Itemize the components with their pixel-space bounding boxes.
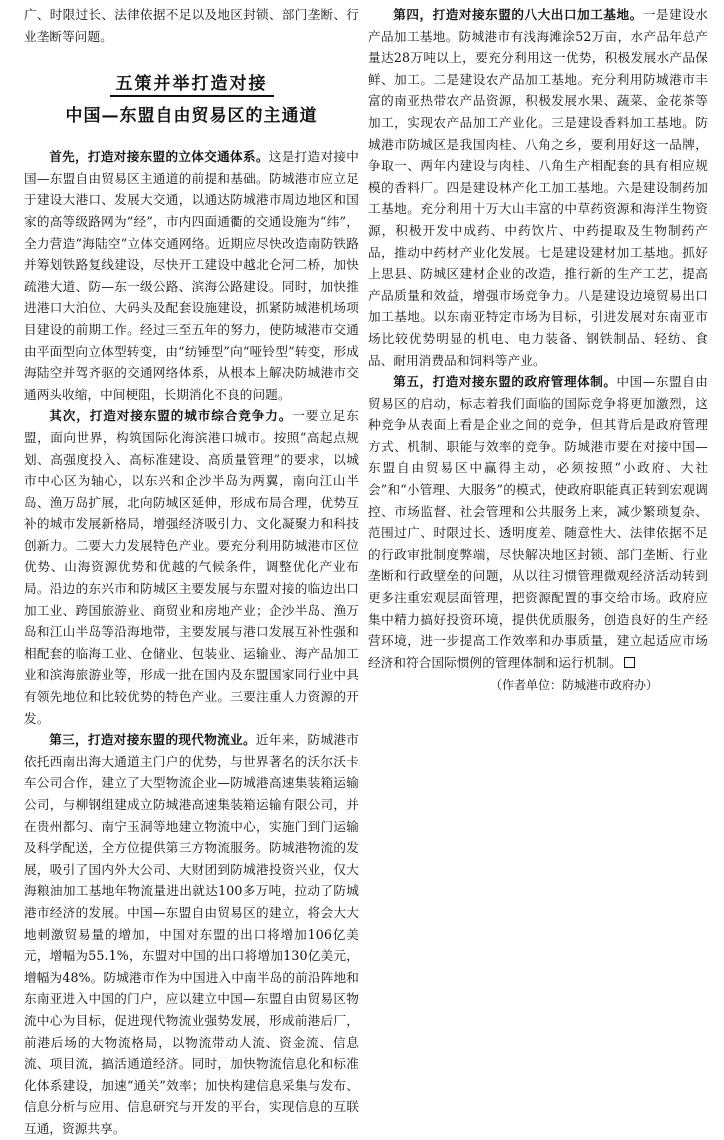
paragraph-first (24, 146, 359, 405)
author-affiliation: （作者单位：防城港市政府办） (489, 678, 658, 693)
end-mark-icon (624, 657, 635, 668)
paragraph-second (24, 405, 359, 729)
paragraph-fifth-lead: 第五，打造对接东盟的政府管理体制。 (393, 374, 617, 390)
section-title-line1: 五策并举打造对接 (110, 69, 274, 97)
paragraph-second-body: 一要立足东盟，面向世界，构筑国际化海滨港口城市。按照“高起点规划、高强度投入、高标准建设、高质量管理”的要求，以城市中心区为轴心，以东兴和企沙半岛为两翼，南向江山半岛、渔万岛扩展，北向防城区延伸，形成布局合理，优势互补的城市发展新格局，增强经济吸引力、文化凝聚力和科技创新力。二要大力发展特色产业。要充分利用防城港市区位优势、山海资源优势和优越的气候条件，调整优化产业布局。沿边的东兴市和防城区主要发展与东盟对接的临边出口加工业、跨国旅游业、商贸业和房地产业；企沙半岛、渔万岛和江山半岛等沿海地带，主要发展与港口发展互补性强和相配套的临海工业、仓储业、包装业、运输业、海产品加工业和滨海旅游业等，形成一批在国内及东盟国家同行业中具有领先地位和比较优势的特色产业。三要注重人力资源的开发。 (24, 408, 359, 726)
carryover-paragraph: 广、时限过长、法律依据不足以及地区封锁、部门垄断、行业垄断等问题。 (24, 7, 359, 44)
section-title (24, 69, 359, 126)
paragraph-third (24, 729, 359, 1139)
paragraph-first-body: 这是打造对接中国—东盟自由贸易区主通道的前提和基础。防城港市应立足于建设大港口、发展大交通，以通达防城港市周边地区和国家的高等级路网为“经”，市内四面通衢的交通设施为“纬”，全力营造“海陆空”立体交通网络。近期应尽快改造南防铁路并筹划铁路复线建设，尽快开工建设中越北仑河二桥，加快疏港大道、防—东一级公路、滨海公路建设。同时，加快推进港口大泊位、大码头及配套设施建设，抓紧防城港机场项目建设的前期工作。经过三至五年的努力，使防城港市交通由平面型向立体型转变，由“纺锤型”向“哑铃型”转变，形成海陆空并驾齐驱的交通网络体系，从根本上解决防城港市交通两头收缩，中间梗阻，长期消化不良的问题。 (24, 149, 359, 402)
paragraph-fourth (368, 4, 708, 371)
paragraph-third-lead: 第三，打造对接东盟的现代物流业。 (49, 732, 256, 748)
right-column (368, 4, 708, 695)
left-column (24, 4, 359, 1140)
paragraph-second-lead: 其次，打造对接东盟的城市综合竞争力。 (49, 408, 293, 424)
paragraph-fifth (368, 371, 708, 673)
paragraph-first-lead: 首先，打造对接东盟的立体交通体系。 (49, 149, 269, 165)
section-title-line2: 中国—东盟自由贸易区的主通道 (65, 106, 318, 127)
paragraph-fourth-lead: 第四，打造对接东盟的八大出口加工基地。 (393, 7, 643, 22)
paragraph-third-body: 近年来，防城港市依托西南出海大通道主门户的优势，与世界著名的沃尔沃卡车公司合作，建立了大型物流企业—防城港高速集装箱运输公司，与柳钢组建成立防城港高速集装箱运输有限公司，并在贵州都匀、南宁玉洞等地建立物流中心，实施门到门运输及科学配送，全方位提供第三方物流服务。防城港物流的发展，吸引了国内外大公司、大财团到防城港投资兴业，仅大海粮油加工基地年物流量进出就达100多万吨，拉动了防城港市经济的发展。中国—东盟自由贸易区的建立，将会大大地刺激贸易量的增加，中国对东盟的出口将增加106亿美元，增幅为55.1%，东盟对中国的出口将增加130亿美元，增幅为48%。防城港市作为中国进入中南半岛的前沿阵地和东南亚进入中国的门户，应以建立中国—东盟自由贸易区物流中心为目标，促进现代物流业强势发展，形成前港后厂，前港后场的大物流格局，以物流带动人流、资金流、信息流、项目流，搞活通道经济。同时，加快物流信息化和标准化体系建设，加速“通关”效率；加快构建信息采集与发布、信息分析与应用、信息研究与开发的平台，实现信息的互联互通，资源共享。 (24, 732, 359, 1136)
paragraph-fourth-body: 一是建设水产品加工基地。防城港市有浅海滩涂52万亩，水产品年总产量达28万吨以上，要充分利用这一优势，积极发展水产品保鲜、加工。二是建设农产品加工基地。充分利用防城港市丰富的南亚热带农产品资源，积极发展水果、蔬菜、金花茶等加工，实现农产品加工产业化。三是建设香料加工基地。防城港市防城区是我国肉桂、八角之乡，要利用好这一品牌，争取一、两年内建设与肉桂、八角生产相配套的具有相应规模的香料厂。四是建设林产化工加工基地。六是建设制药加工基地。充分利用十万大山丰富的中草药资源和海洋生物资源，积极开发中成药、中药饮片、中药提取及生物制药产品，推动中药材产业化发展。七是建设建材加工基地。抓好上思县、防城区建材企业的改造，推行新的生产工艺，提高产品质量和效益，增强市场竞争力。八是建设边境贸易出口加工基地。以东南亚特定市场为目标，引进发展对东南亚市场比较优势明显的机电、电力装备、钢铁制品、轻纺、食品、耐用消费品和饲料等产业。 (368, 7, 709, 368)
paragraph-fifth-body: 中国—东盟自由贸易区的启动，标志着我们面临的国际竞争将更加激烈，这种竞争从表面上看是企业之间的竞争，但其背后是政府管理方式、机制、职能与效率的竞争。防城港市要在对接中国—东盟自由贸易区中赢得主动，必须按照“小政府、大社会”和“小管理、大服务”的模式，使政府职能真正转到宏观调控、市场监督、社会管理和公共服务上来，减少繁琐复杂、范围过广、时限过长、透明度差、随意性大、法律依据不足的行政审批制度弊端，尽快解决地区封锁、部门垄断、行业垄断和行政壁垒的问题，从以往习惯管理微观经济活动转到更多注重宏观层面管理，把资源配置的事交给市场。政府应集中精力搞好投资环境，提供优质服务，创造良好的生产经营环境，进一步提高工作效率和办事质量，建立起适应市场经济和符合国际惯例的管理体制和运行机制。 (368, 374, 709, 670)
